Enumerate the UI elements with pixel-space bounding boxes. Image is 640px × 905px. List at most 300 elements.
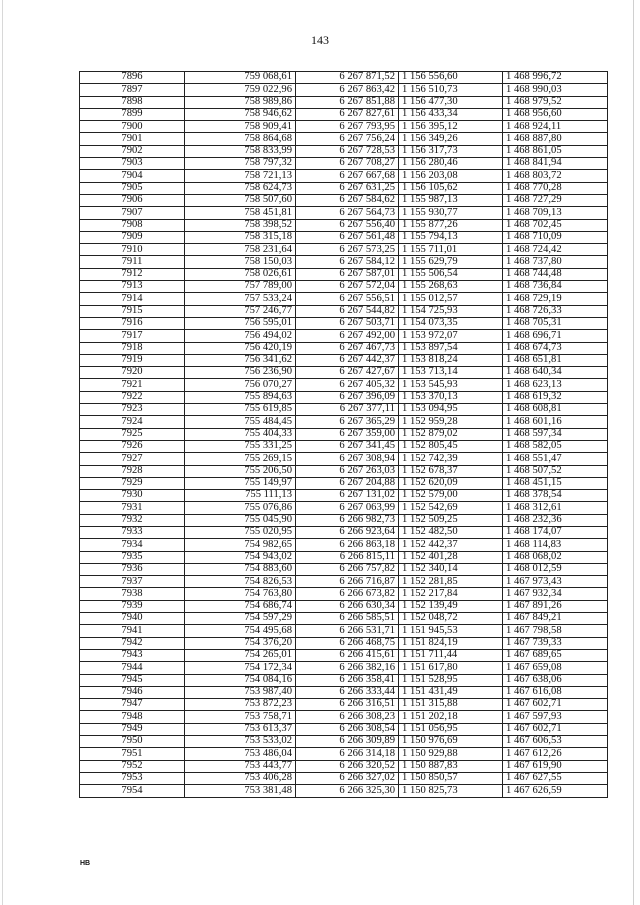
coord-x-cell: 754 883,60 bbox=[185, 563, 296, 575]
coord-x-cell: 753 486,04 bbox=[185, 748, 296, 760]
table-row bbox=[80, 194, 608, 206]
coord-x-cell: 757 533,24 bbox=[185, 293, 296, 305]
coord-x2-cell: 1 151 528,95 bbox=[399, 674, 503, 686]
coord-x2-cell: 1 156 556,60 bbox=[399, 72, 503, 84]
coord-x2-cell: 1 153 545,93 bbox=[399, 379, 503, 391]
coord-x-cell: 754 172,34 bbox=[185, 662, 296, 674]
coord-x2-cell: 1 150 976,69 bbox=[399, 736, 503, 748]
coord-y2-cell: 1 468 640,34 bbox=[503, 367, 608, 379]
table-row bbox=[80, 133, 608, 145]
point-number-cell: 7915 bbox=[80, 305, 185, 317]
coord-y-cell: 6 267 572,04 bbox=[296, 281, 399, 293]
coord-y2-cell: 1 467 612,26 bbox=[503, 748, 608, 760]
coord-y-cell: 6 267 564,73 bbox=[296, 207, 399, 219]
point-number-cell: 7899 bbox=[80, 108, 185, 120]
coordinates-table bbox=[79, 71, 608, 798]
coord-y2-cell: 1 467 619,90 bbox=[503, 760, 608, 772]
coord-x2-cell: 1 155 268,63 bbox=[399, 281, 503, 293]
coordinates-table-body bbox=[80, 72, 608, 798]
coord-y2-cell: 1 468 736,84 bbox=[503, 281, 608, 293]
coord-y2-cell: 1 468 861,05 bbox=[503, 145, 608, 157]
coord-x-cell: 753 613,37 bbox=[185, 723, 296, 735]
coord-x2-cell: 1 153 818,24 bbox=[399, 354, 503, 366]
coord-y-cell: 6 267 405,32 bbox=[296, 379, 399, 391]
point-number-cell: 7906 bbox=[80, 194, 185, 206]
point-number-cell: 7919 bbox=[80, 354, 185, 366]
page-number: 143 bbox=[311, 33, 329, 47]
coord-y2-cell: 1 467 606,53 bbox=[503, 736, 608, 748]
point-number-cell: 7939 bbox=[80, 600, 185, 612]
coord-x-cell: 756 236,90 bbox=[185, 367, 296, 379]
coord-x2-cell: 1 152 217,84 bbox=[399, 588, 503, 600]
table-row bbox=[80, 613, 608, 625]
coord-x-cell: 755 149,97 bbox=[185, 477, 296, 489]
table-row bbox=[80, 305, 608, 317]
coord-x-cell: 755 484,45 bbox=[185, 416, 296, 428]
table-row bbox=[80, 502, 608, 514]
coord-y2-cell: 1 467 638,06 bbox=[503, 674, 608, 686]
point-number-cell: 7943 bbox=[80, 649, 185, 661]
point-number-cell: 7921 bbox=[80, 379, 185, 391]
coord-x2-cell: 1 152 048,72 bbox=[399, 613, 503, 625]
coord-y2-cell: 1 468 724,42 bbox=[503, 244, 608, 256]
coord-y-cell: 6 267 503,71 bbox=[296, 317, 399, 329]
coord-y2-cell: 1 468 727,29 bbox=[503, 194, 608, 206]
coord-x2-cell: 1 153 094,95 bbox=[399, 404, 503, 416]
table-row bbox=[80, 428, 608, 440]
coord-x-cell: 754 597,29 bbox=[185, 613, 296, 625]
table-row bbox=[80, 404, 608, 416]
coord-y2-cell: 1 467 597,93 bbox=[503, 711, 608, 723]
coord-y2-cell: 1 468 551,47 bbox=[503, 453, 608, 465]
point-number-cell: 7941 bbox=[80, 625, 185, 637]
point-number-cell: 7913 bbox=[80, 281, 185, 293]
coord-x-cell: 754 686,74 bbox=[185, 600, 296, 612]
coord-y-cell: 6 266 716,87 bbox=[296, 576, 399, 588]
coord-y2-cell: 1 468 507,52 bbox=[503, 465, 608, 477]
coord-x2-cell: 1 152 340,14 bbox=[399, 563, 503, 575]
coord-x-cell: 755 045,90 bbox=[185, 514, 296, 526]
coord-x-cell: 755 206,50 bbox=[185, 465, 296, 477]
page-left-edge bbox=[2, 0, 3, 905]
coord-x2-cell: 1 155 506,54 bbox=[399, 268, 503, 280]
point-number-cell: 7923 bbox=[80, 404, 185, 416]
coord-x2-cell: 1 150 825,73 bbox=[399, 785, 503, 797]
coord-y2-cell: 1 467 739,33 bbox=[503, 637, 608, 649]
coord-x2-cell: 1 156 395,12 bbox=[399, 121, 503, 133]
coord-x-cell: 756 595,01 bbox=[185, 317, 296, 329]
point-number-cell: 7927 bbox=[80, 453, 185, 465]
coord-x-cell: 756 070,27 bbox=[185, 379, 296, 391]
point-number-cell: 7905 bbox=[80, 182, 185, 194]
point-number-cell: 7942 bbox=[80, 637, 185, 649]
coord-x-cell: 758 231,64 bbox=[185, 244, 296, 256]
coord-x-cell: 755 076,86 bbox=[185, 502, 296, 514]
point-number-cell: 7918 bbox=[80, 342, 185, 354]
table-row bbox=[80, 514, 608, 526]
point-number-cell: 7945 bbox=[80, 674, 185, 686]
coord-y2-cell: 1 468 451,15 bbox=[503, 477, 608, 489]
coord-x2-cell: 1 155 794,13 bbox=[399, 231, 503, 243]
table-row bbox=[80, 182, 608, 194]
footer-mark: НВ bbox=[80, 860, 91, 867]
coord-y2-cell: 1 468 068,02 bbox=[503, 551, 608, 563]
coord-y2-cell: 1 468 114,83 bbox=[503, 539, 608, 551]
coord-y-cell: 6 266 673,82 bbox=[296, 588, 399, 600]
coord-x-cell: 758 864,68 bbox=[185, 133, 296, 145]
coord-y2-cell: 1 468 608,81 bbox=[503, 404, 608, 416]
point-number-cell: 7949 bbox=[80, 723, 185, 735]
table-row bbox=[80, 649, 608, 661]
table-row bbox=[80, 662, 608, 674]
page-right-edge bbox=[633, 0, 634, 905]
coord-x-cell: 756 341,62 bbox=[185, 354, 296, 366]
table-row bbox=[80, 256, 608, 268]
point-number-cell: 7952 bbox=[80, 760, 185, 772]
table-row bbox=[80, 563, 608, 575]
point-number-cell: 7904 bbox=[80, 170, 185, 182]
coord-y-cell: 6 267 131,02 bbox=[296, 490, 399, 502]
coord-y2-cell: 1 468 619,32 bbox=[503, 391, 608, 403]
coord-x-cell: 759 068,61 bbox=[185, 72, 296, 84]
coord-y-cell: 6 267 851,88 bbox=[296, 96, 399, 108]
table-row bbox=[80, 293, 608, 305]
coord-y-cell: 6 266 815,11 bbox=[296, 551, 399, 563]
coord-y2-cell: 1 468 729,19 bbox=[503, 293, 608, 305]
coord-x-cell: 758 624,73 bbox=[185, 182, 296, 194]
coord-y-cell: 6 267 365,29 bbox=[296, 416, 399, 428]
coord-y2-cell: 1 468 674,73 bbox=[503, 342, 608, 354]
coord-x-cell: 753 872,23 bbox=[185, 699, 296, 711]
point-number-cell: 7931 bbox=[80, 502, 185, 514]
point-number-cell: 7953 bbox=[80, 772, 185, 784]
coord-x-cell: 755 404,33 bbox=[185, 428, 296, 440]
coord-y2-cell: 1 468 582,05 bbox=[503, 440, 608, 452]
coord-x-cell: 758 150,03 bbox=[185, 256, 296, 268]
coord-y2-cell: 1 468 956,60 bbox=[503, 108, 608, 120]
coord-x2-cell: 1 156 203,08 bbox=[399, 170, 503, 182]
point-number-cell: 7897 bbox=[80, 84, 185, 96]
coord-y2-cell: 1 468 990,03 bbox=[503, 84, 608, 96]
table-row bbox=[80, 367, 608, 379]
coord-y-cell: 6 266 316,51 bbox=[296, 699, 399, 711]
table-row bbox=[80, 317, 608, 329]
table-row bbox=[80, 588, 608, 600]
coord-x2-cell: 1 152 139,49 bbox=[399, 600, 503, 612]
coord-y2-cell: 1 467 602,71 bbox=[503, 723, 608, 735]
coord-x2-cell: 1 151 056,95 bbox=[399, 723, 503, 735]
table-row bbox=[80, 84, 608, 96]
coord-y-cell: 6 267 263,03 bbox=[296, 465, 399, 477]
table-row bbox=[80, 416, 608, 428]
coord-y2-cell: 1 468 737,80 bbox=[503, 256, 608, 268]
point-number-cell: 7944 bbox=[80, 662, 185, 674]
point-number-cell: 7907 bbox=[80, 207, 185, 219]
coord-x2-cell: 1 155 987,13 bbox=[399, 194, 503, 206]
point-number-cell: 7920 bbox=[80, 367, 185, 379]
point-number-cell: 7940 bbox=[80, 613, 185, 625]
table-row bbox=[80, 711, 608, 723]
coord-y-cell: 6 267 204,88 bbox=[296, 477, 399, 489]
coord-y-cell: 6 267 544,82 bbox=[296, 305, 399, 317]
coord-x2-cell: 1 154 725,93 bbox=[399, 305, 503, 317]
point-number-cell: 7938 bbox=[80, 588, 185, 600]
coord-y2-cell: 1 468 726,33 bbox=[503, 305, 608, 317]
table-row bbox=[80, 785, 608, 797]
coord-y2-cell: 1 468 702,45 bbox=[503, 219, 608, 231]
coord-y-cell: 6 266 468,75 bbox=[296, 637, 399, 649]
coord-x-cell: 758 451,81 bbox=[185, 207, 296, 219]
coord-x2-cell: 1 151 824,19 bbox=[399, 637, 503, 649]
table-row bbox=[80, 748, 608, 760]
coord-y-cell: 6 266 585,51 bbox=[296, 613, 399, 625]
coord-y2-cell: 1 468 378,54 bbox=[503, 490, 608, 502]
point-number-cell: 7951 bbox=[80, 748, 185, 760]
coord-y-cell: 6 267 308,94 bbox=[296, 453, 399, 465]
coord-y-cell: 6 267 427,67 bbox=[296, 367, 399, 379]
point-number-cell: 7898 bbox=[80, 96, 185, 108]
coord-y2-cell: 1 468 841,94 bbox=[503, 158, 608, 170]
coord-x2-cell: 1 156 280,46 bbox=[399, 158, 503, 170]
point-number-cell: 7924 bbox=[80, 416, 185, 428]
coord-y2-cell: 1 468 744,48 bbox=[503, 268, 608, 280]
coord-x2-cell: 1 153 713,14 bbox=[399, 367, 503, 379]
coord-y-cell: 6 266 531,71 bbox=[296, 625, 399, 637]
coord-x-cell: 753 381,48 bbox=[185, 785, 296, 797]
point-number-cell: 7901 bbox=[80, 133, 185, 145]
coord-x2-cell: 1 156 349,26 bbox=[399, 133, 503, 145]
coord-x2-cell: 1 152 509,25 bbox=[399, 514, 503, 526]
table-row bbox=[80, 268, 608, 280]
coord-y2-cell: 1 468 887,80 bbox=[503, 133, 608, 145]
coord-x2-cell: 1 150 929,88 bbox=[399, 748, 503, 760]
table-row bbox=[80, 391, 608, 403]
coord-x2-cell: 1 155 711,01 bbox=[399, 244, 503, 256]
coord-x2-cell: 1 155 877,26 bbox=[399, 219, 503, 231]
coord-x2-cell: 1 156 477,30 bbox=[399, 96, 503, 108]
coord-y-cell: 6 267 341,45 bbox=[296, 440, 399, 452]
coord-y2-cell: 1 468 312,61 bbox=[503, 502, 608, 514]
coord-y-cell: 6 267 396,09 bbox=[296, 391, 399, 403]
table-row bbox=[80, 96, 608, 108]
table-row bbox=[80, 342, 608, 354]
coord-y2-cell: 1 468 979,52 bbox=[503, 96, 608, 108]
coord-y-cell: 6 267 377,11 bbox=[296, 404, 399, 416]
table-row bbox=[80, 674, 608, 686]
coord-x-cell: 753 758,71 bbox=[185, 711, 296, 723]
point-number-cell: 7954 bbox=[80, 785, 185, 797]
coord-x-cell: 754 826,53 bbox=[185, 576, 296, 588]
coord-y2-cell: 1 468 232,36 bbox=[503, 514, 608, 526]
coord-y-cell: 6 266 325,30 bbox=[296, 785, 399, 797]
table-row bbox=[80, 477, 608, 489]
coord-x2-cell: 1 155 930,77 bbox=[399, 207, 503, 219]
point-number-cell: 7926 bbox=[80, 440, 185, 452]
coord-y2-cell: 1 467 798,58 bbox=[503, 625, 608, 637]
coord-y-cell: 6 267 756,24 bbox=[296, 133, 399, 145]
coord-x2-cell: 1 152 401,28 bbox=[399, 551, 503, 563]
coord-x2-cell: 1 156 433,34 bbox=[399, 108, 503, 120]
point-number-cell: 7909 bbox=[80, 231, 185, 243]
table-row bbox=[80, 490, 608, 502]
point-number-cell: 7948 bbox=[80, 711, 185, 723]
table-row bbox=[80, 637, 608, 649]
coord-x-cell: 758 989,86 bbox=[185, 96, 296, 108]
coord-y-cell: 6 267 556,40 bbox=[296, 219, 399, 231]
table-row bbox=[80, 760, 608, 772]
table-row bbox=[80, 453, 608, 465]
table-row bbox=[80, 330, 608, 342]
coord-x2-cell: 1 152 482,50 bbox=[399, 526, 503, 538]
coord-y-cell: 6 266 982,73 bbox=[296, 514, 399, 526]
coord-y-cell: 6 267 442,37 bbox=[296, 354, 399, 366]
table-row bbox=[80, 281, 608, 293]
coord-y2-cell: 1 468 696,71 bbox=[503, 330, 608, 342]
coord-y-cell: 6 267 561,48 bbox=[296, 231, 399, 243]
coord-y-cell: 6 267 584,62 bbox=[296, 194, 399, 206]
table-row bbox=[80, 158, 608, 170]
coord-x2-cell: 1 151 711,44 bbox=[399, 649, 503, 661]
coord-y2-cell: 1 468 770,28 bbox=[503, 182, 608, 194]
table-row bbox=[80, 72, 608, 84]
coord-x2-cell: 1 156 510,73 bbox=[399, 84, 503, 96]
point-number-cell: 7947 bbox=[80, 699, 185, 711]
coord-x2-cell: 1 152 281,85 bbox=[399, 576, 503, 588]
table-row bbox=[80, 465, 608, 477]
coord-y-cell: 6 266 757,82 bbox=[296, 563, 399, 575]
coord-y2-cell: 1 468 710,09 bbox=[503, 231, 608, 243]
point-number-cell: 7916 bbox=[80, 317, 185, 329]
coord-y-cell: 6 266 320,52 bbox=[296, 760, 399, 772]
coord-y-cell: 6 267 556,51 bbox=[296, 293, 399, 305]
point-number-cell: 7922 bbox=[80, 391, 185, 403]
table-row bbox=[80, 736, 608, 748]
point-number-cell: 7908 bbox=[80, 219, 185, 231]
coord-y-cell: 6 267 359,00 bbox=[296, 428, 399, 440]
coord-x2-cell: 1 155 012,57 bbox=[399, 293, 503, 305]
table-row bbox=[80, 600, 608, 612]
coord-x-cell: 753 443,77 bbox=[185, 760, 296, 772]
coord-y-cell: 6 266 327,02 bbox=[296, 772, 399, 784]
coord-y-cell: 6 266 630,34 bbox=[296, 600, 399, 612]
coord-y-cell: 6 266 382,16 bbox=[296, 662, 399, 674]
coord-x2-cell: 1 156 105,62 bbox=[399, 182, 503, 194]
coord-y-cell: 6 266 314,18 bbox=[296, 748, 399, 760]
coord-x-cell: 754 763,80 bbox=[185, 588, 296, 600]
coord-x-cell: 755 020,95 bbox=[185, 526, 296, 538]
coord-x-cell: 759 022,96 bbox=[185, 84, 296, 96]
coord-y2-cell: 1 468 597,34 bbox=[503, 428, 608, 440]
table-row bbox=[80, 219, 608, 231]
coord-x-cell: 755 894,63 bbox=[185, 391, 296, 403]
coord-y2-cell: 1 467 891,26 bbox=[503, 600, 608, 612]
table-row bbox=[80, 244, 608, 256]
coord-x2-cell: 1 151 202,18 bbox=[399, 711, 503, 723]
point-number-cell: 7917 bbox=[80, 330, 185, 342]
point-number-cell: 7946 bbox=[80, 686, 185, 698]
table-row bbox=[80, 772, 608, 784]
coord-x2-cell: 1 152 879,02 bbox=[399, 428, 503, 440]
point-number-cell: 7911 bbox=[80, 256, 185, 268]
table-row bbox=[80, 576, 608, 588]
coord-y2-cell: 1 468 924,11 bbox=[503, 121, 608, 133]
coord-x-cell: 756 420,19 bbox=[185, 342, 296, 354]
coord-x-cell: 753 987,40 bbox=[185, 686, 296, 698]
point-number-cell: 7929 bbox=[80, 477, 185, 489]
coord-x-cell: 753 533,02 bbox=[185, 736, 296, 748]
coord-x-cell: 754 982,65 bbox=[185, 539, 296, 551]
table-row bbox=[80, 723, 608, 735]
coord-y2-cell: 1 468 709,13 bbox=[503, 207, 608, 219]
coord-x-cell: 758 909,41 bbox=[185, 121, 296, 133]
coord-x-cell: 753 406,28 bbox=[185, 772, 296, 784]
coord-x-cell: 757 789,00 bbox=[185, 281, 296, 293]
coord-y2-cell: 1 468 012,59 bbox=[503, 563, 608, 575]
coord-y-cell: 6 267 587,01 bbox=[296, 268, 399, 280]
coord-y2-cell: 1 467 932,34 bbox=[503, 588, 608, 600]
point-number-cell: 7903 bbox=[80, 158, 185, 170]
coord-x2-cell: 1 153 897,54 bbox=[399, 342, 503, 354]
coord-x2-cell: 1 152 542,69 bbox=[399, 502, 503, 514]
coord-x2-cell: 1 152 805,45 bbox=[399, 440, 503, 452]
coord-x-cell: 758 833,99 bbox=[185, 145, 296, 157]
table-row bbox=[80, 231, 608, 243]
coord-x2-cell: 1 151 431,49 bbox=[399, 686, 503, 698]
coord-y-cell: 6 267 573,25 bbox=[296, 244, 399, 256]
coord-y-cell: 6 267 728,53 bbox=[296, 145, 399, 157]
coord-y-cell: 6 267 063,99 bbox=[296, 502, 399, 514]
coord-x-cell: 754 943,02 bbox=[185, 551, 296, 563]
point-number-cell: 7936 bbox=[80, 563, 185, 575]
coord-x2-cell: 1 156 317,73 bbox=[399, 145, 503, 157]
coord-x-cell: 757 246,77 bbox=[185, 305, 296, 317]
point-number-cell: 7925 bbox=[80, 428, 185, 440]
coord-x-cell: 755 619,85 bbox=[185, 404, 296, 416]
coord-y2-cell: 1 467 627,55 bbox=[503, 772, 608, 784]
coord-x-cell: 756 494,02 bbox=[185, 330, 296, 342]
point-number-cell: 7933 bbox=[80, 526, 185, 538]
coord-x-cell: 758 398,52 bbox=[185, 219, 296, 231]
coord-x2-cell: 1 152 442,37 bbox=[399, 539, 503, 551]
coord-y2-cell: 1 467 616,08 bbox=[503, 686, 608, 698]
coord-y2-cell: 1 467 626,59 bbox=[503, 785, 608, 797]
coord-y2-cell: 1 468 705,31 bbox=[503, 317, 608, 329]
table-row bbox=[80, 108, 608, 120]
coord-y-cell: 6 267 871,52 bbox=[296, 72, 399, 84]
coord-x2-cell: 1 152 620,09 bbox=[399, 477, 503, 489]
coord-y-cell: 6 266 309,89 bbox=[296, 736, 399, 748]
coord-x-cell: 754 495,68 bbox=[185, 625, 296, 637]
coord-x-cell: 754 265,01 bbox=[185, 649, 296, 661]
coord-x-cell: 754 376,20 bbox=[185, 637, 296, 649]
coord-y2-cell: 1 468 996,72 bbox=[503, 72, 608, 84]
coord-y2-cell: 1 467 659,08 bbox=[503, 662, 608, 674]
coord-y2-cell: 1 467 689,65 bbox=[503, 649, 608, 661]
point-number-cell: 7902 bbox=[80, 145, 185, 157]
point-number-cell: 7932 bbox=[80, 514, 185, 526]
coord-x-cell: 755 111,13 bbox=[185, 490, 296, 502]
table-row bbox=[80, 539, 608, 551]
table-row bbox=[80, 145, 608, 157]
coord-y2-cell: 1 468 601,16 bbox=[503, 416, 608, 428]
coord-y2-cell: 1 467 849,21 bbox=[503, 613, 608, 625]
point-number-cell: 7914 bbox=[80, 293, 185, 305]
coord-y2-cell: 1 468 623,13 bbox=[503, 379, 608, 391]
coord-x2-cell: 1 152 742,39 bbox=[399, 453, 503, 465]
table-row bbox=[80, 354, 608, 366]
coord-y-cell: 6 266 358,41 bbox=[296, 674, 399, 686]
coord-x-cell: 755 331,25 bbox=[185, 440, 296, 452]
